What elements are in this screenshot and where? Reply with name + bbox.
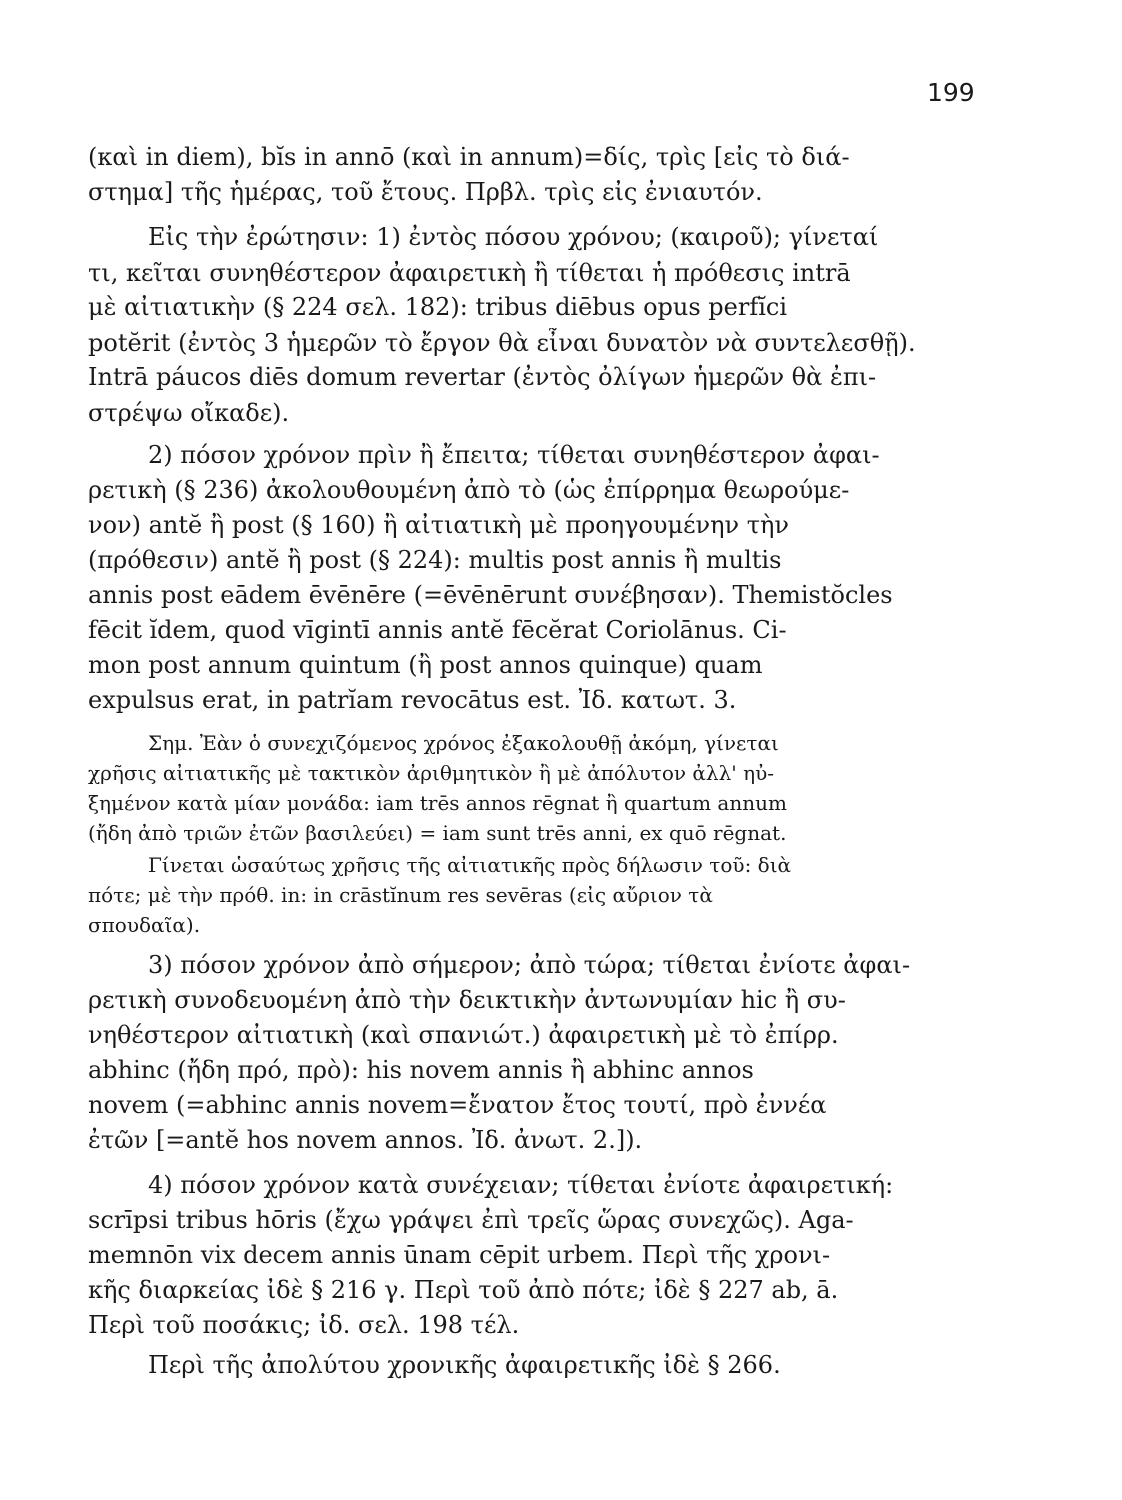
text-line: potĕrit (ἐντὸς 3 ἡμερῶν τὸ ἔργον θὰ εἶναι δυνατὸν νὰ συντελεσθῇ). [88, 329, 916, 357]
text-line: Intrā páucos diēs domum revertar (ἐντὸς ὀλίγων ἡμερῶν θὰ ἐπι- [88, 363, 877, 391]
text-line: ρετικὴ (§ 236) ἀκολουθουμένη ἀπὸ τὸ (ὡς ἐπίρρημα θεωρούμε- [88, 476, 850, 504]
text-line: τι, κεῖται συνηθέστερον ἀφαιρετικὴ ἢ τίθεται ἡ πρόθεσις intrā [88, 259, 851, 287]
text-line: 4) πόσον χρόνον κατὰ συνέχειαν; τίθεται ἐνίοτε ἀφαιρετική: [148, 1171, 894, 1199]
text-line: abhinc (ἤδη πρό, πρὸ): his novem annis ἢ abhinc annos [88, 1056, 754, 1084]
text-line: στρέψω οἴκαδε). [88, 399, 290, 427]
text-line: μὲ αἰτιατικὴν (§ 224 σελ. 182): tribus diēbus opus perfĭci [88, 293, 787, 321]
note-line: Γίνεται ὡσαύτως χρῆσις τῆς αἰτιατικῆς πρὸς δήλωσιν τοῦ: διὰ [148, 853, 792, 877]
text-line: 3) πόσον χρόνον ἀπὸ σήμερον; ἀπὸ τώρα; τίθεται ἐνίοτε ἀφαι- [148, 951, 911, 979]
text-line: expulsus erat, in patrĭam revocātus est. Ἰδ. κατωτ. 3. [88, 686, 737, 714]
note-line: πότε; μὲ τὴν πρόθ. in: in crāstĭnum res sevēras (εἰς αὔριον τὰ [88, 883, 713, 907]
text-line: ρετικὴ συνοδευομένη ἀπὸ τὴν δεικτικὴν ἀντωνυμίαν hic ἢ συ- [88, 986, 846, 1014]
text-line: Εἰς τὴν ἐρώτησιν: 1) ἐντὸς πόσου χρόνου; (καιροῦ); γίνεταί [148, 223, 879, 251]
text-line: memnōn vix decem annis ūnam cēpit urbem. Περὶ τῆς χρονι- [88, 1241, 831, 1269]
text-line: Περὶ τοῦ ποσάκις; ἰδ. σελ. 198 τέλ. [88, 1311, 520, 1339]
text-line: στημα] τῆς ἡμέρας, τοῦ ἔτους. Πρβλ. τρὶς εἰς ἐνιαυτόν. [88, 178, 763, 206]
text-line: κῆς διαρκείας ἰδὲ § 216 γ. Περὶ τοῦ ἀπὸ πότε; ἰδὲ § 227 ab, ā. [88, 1276, 839, 1304]
text-line: fēcit ĭdem, quod vīgintī annis antĕ fēcĕrat Coriolānus. Ci- [88, 616, 787, 644]
text-line: (καὶ in diem), bĭs in annō (καὶ in annum)=δίς, τρὶς [εἰς τὸ διά- [88, 143, 850, 171]
text-line: νον) antĕ ἢ post (§ 160) ἢ αἰτιατικὴ μὲ προηγουμένην τὴν [88, 511, 789, 539]
text-line: Περὶ τῆς ἀπολύτου χρονικῆς ἀφαιρετικῆς ἰδὲ § 266. [148, 1351, 781, 1379]
text-line: mon post annum quintum (ἢ post annos quinque) quam [88, 651, 763, 679]
text-line: annis post eādem ēvēnēre (=ēvēnērunt συνέβησαν). Themistŏcles [88, 581, 893, 609]
text-line: (πρόθεσιν) antĕ ἢ post (§ 224): multis post annis ἢ multis [88, 546, 782, 574]
note-line: σπουδαῖα). [88, 913, 201, 937]
note-line: Σημ. Ἐὰν ὁ συνεχιζόμενος χρόνος ἐξακολουθῇ ἀκόμη, γίνεται [148, 731, 779, 755]
note-line: (ἤδη ἀπὸ τριῶν ἐτῶν βασιλεύει) = iam sunt trēs anni, ex quō rēgnat. [88, 821, 787, 845]
text-line: scrīpsi tribus hōris (ἔχω γράψει ἐπὶ τρεῖς ὥρας συνεχῶς). Aga- [88, 1206, 854, 1234]
note-line: χρῆσις αἰτιατικῆς μὲ τακτικὸν ἀριθμητικὸν ἢ μὲ ἀπόλυτον ἀλλ' ηὐ- [88, 761, 775, 785]
page-number: 199 [927, 78, 975, 107]
note-line: ξημένον κατὰ μίαν μονάδα: iam trēs annos rēgnat ἢ quartum annum [88, 791, 787, 815]
text-line: 2) πόσον χρόνον πρὶν ἢ ἔπειτα; τίθεται συνηθέστερον ἀφαι- [148, 441, 880, 469]
text-line: ἐτῶν [=antĕ hos novem annos. Ἰδ. ἀνωτ. 2.]). [88, 1126, 643, 1154]
text-line: νηθέστερον αἰτιατικὴ (καὶ σπανιώτ.) ἀφαιρετικὴ μὲ τὸ ἐπίρρ. [88, 1021, 839, 1049]
text-line: novem (=abhinc annis novem=ἔνατον ἔτος τουτί, πρὸ ἐννέα [88, 1091, 827, 1119]
